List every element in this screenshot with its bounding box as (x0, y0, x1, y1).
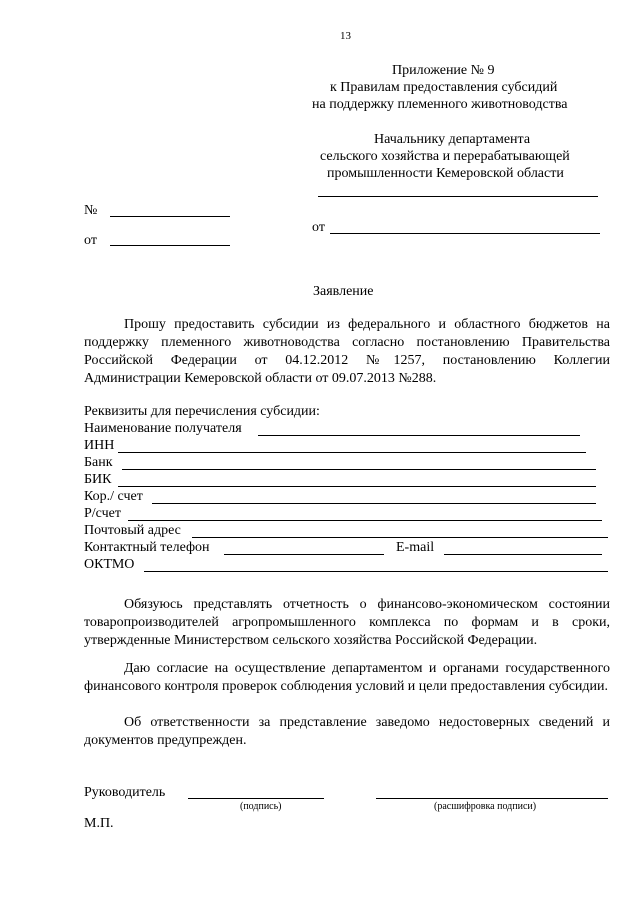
signature-caption: (подпись) (240, 801, 282, 812)
signature-field[interactable] (188, 798, 324, 799)
reg-number-label: № (84, 203, 98, 218)
appendix-line-3: на поддержку племенного животноводства (312, 97, 568, 112)
corr-account-label: Кор./ счет (84, 489, 143, 504)
page-number: 13 (340, 30, 351, 42)
transcript-field[interactable] (376, 798, 608, 799)
addressee-line-3: промышленности Кемеровской области (327, 166, 564, 181)
bank-field[interactable] (122, 469, 596, 470)
oktmo-field[interactable] (144, 571, 608, 572)
addressee-line-2: сельского хозяйства и перерабатывающей (320, 149, 570, 164)
appendix-line-2: к Правилам предоставления субсидий (330, 80, 558, 95)
addressee-name-field[interactable] (318, 196, 598, 197)
address-label: Почтовый адрес (84, 523, 181, 538)
head-label: Руководитель (84, 785, 166, 800)
reg-date-field[interactable] (110, 245, 230, 246)
obligation-responsibility: Об ответственности за представление заведомо недостоверных сведений и документов предупрежден. (84, 715, 610, 748)
reg-number-field[interactable] (110, 216, 230, 217)
phone-label: Контактный телефон (84, 540, 210, 555)
appendix-title: Приложение № 9 (392, 63, 495, 78)
obligation-consent: Даю согласие на осуществление департаментом и органами государственного финансового контроля проверок соблюдения условий и цели предоставления субсидии. (84, 661, 610, 694)
from-field[interactable] (330, 233, 600, 234)
corr-account-field[interactable] (152, 503, 596, 504)
from-label: от (312, 220, 325, 235)
email-label: E-mail (396, 540, 435, 555)
phone-field[interactable] (224, 554, 384, 555)
requisites-heading: Реквизиты для перечисления субсидии: (84, 404, 320, 419)
document-title: Заявление (313, 284, 374, 299)
address-field[interactable] (192, 537, 608, 538)
bik-label: БИК (84, 472, 112, 487)
account-field[interactable] (128, 520, 602, 521)
inn-field[interactable] (118, 452, 586, 453)
oktmo-label: ОКТМО (84, 557, 135, 572)
obligation-reporting: Обязуюсь представлять отчетность о финансово-экономическом состоянии товаропроизводителей агропромышленного комплекса по формам и в сроки, утвержденные Министерством сельского хозяйства Российской Федерации. (84, 597, 610, 648)
email-field[interactable] (444, 554, 602, 555)
account-label: Р/счет (84, 506, 121, 521)
bank-label: Банк (84, 455, 113, 470)
request-paragraph: Прошу предоставить субсидии из федерального и областного бюджетов на поддержку племенного животноводства согласно постановлению Правительства Российской Федерации от 04.12.2012 №1257, постановлению Коллегии Администрации Кемеровской области от 09.07.2013 №288. (84, 317, 610, 386)
recipient-field[interactable] (258, 435, 580, 436)
bik-field[interactable] (118, 486, 596, 487)
reg-date-label: от (84, 233, 97, 248)
recipient-label: Наименование получателя (84, 421, 242, 436)
inn-label: ИНН (84, 438, 115, 453)
transcript-caption: (расшифровка подписи) (434, 801, 537, 812)
addressee-line-1: Начальнику департамента (374, 132, 531, 147)
seal-label: М.П. (84, 816, 114, 831)
